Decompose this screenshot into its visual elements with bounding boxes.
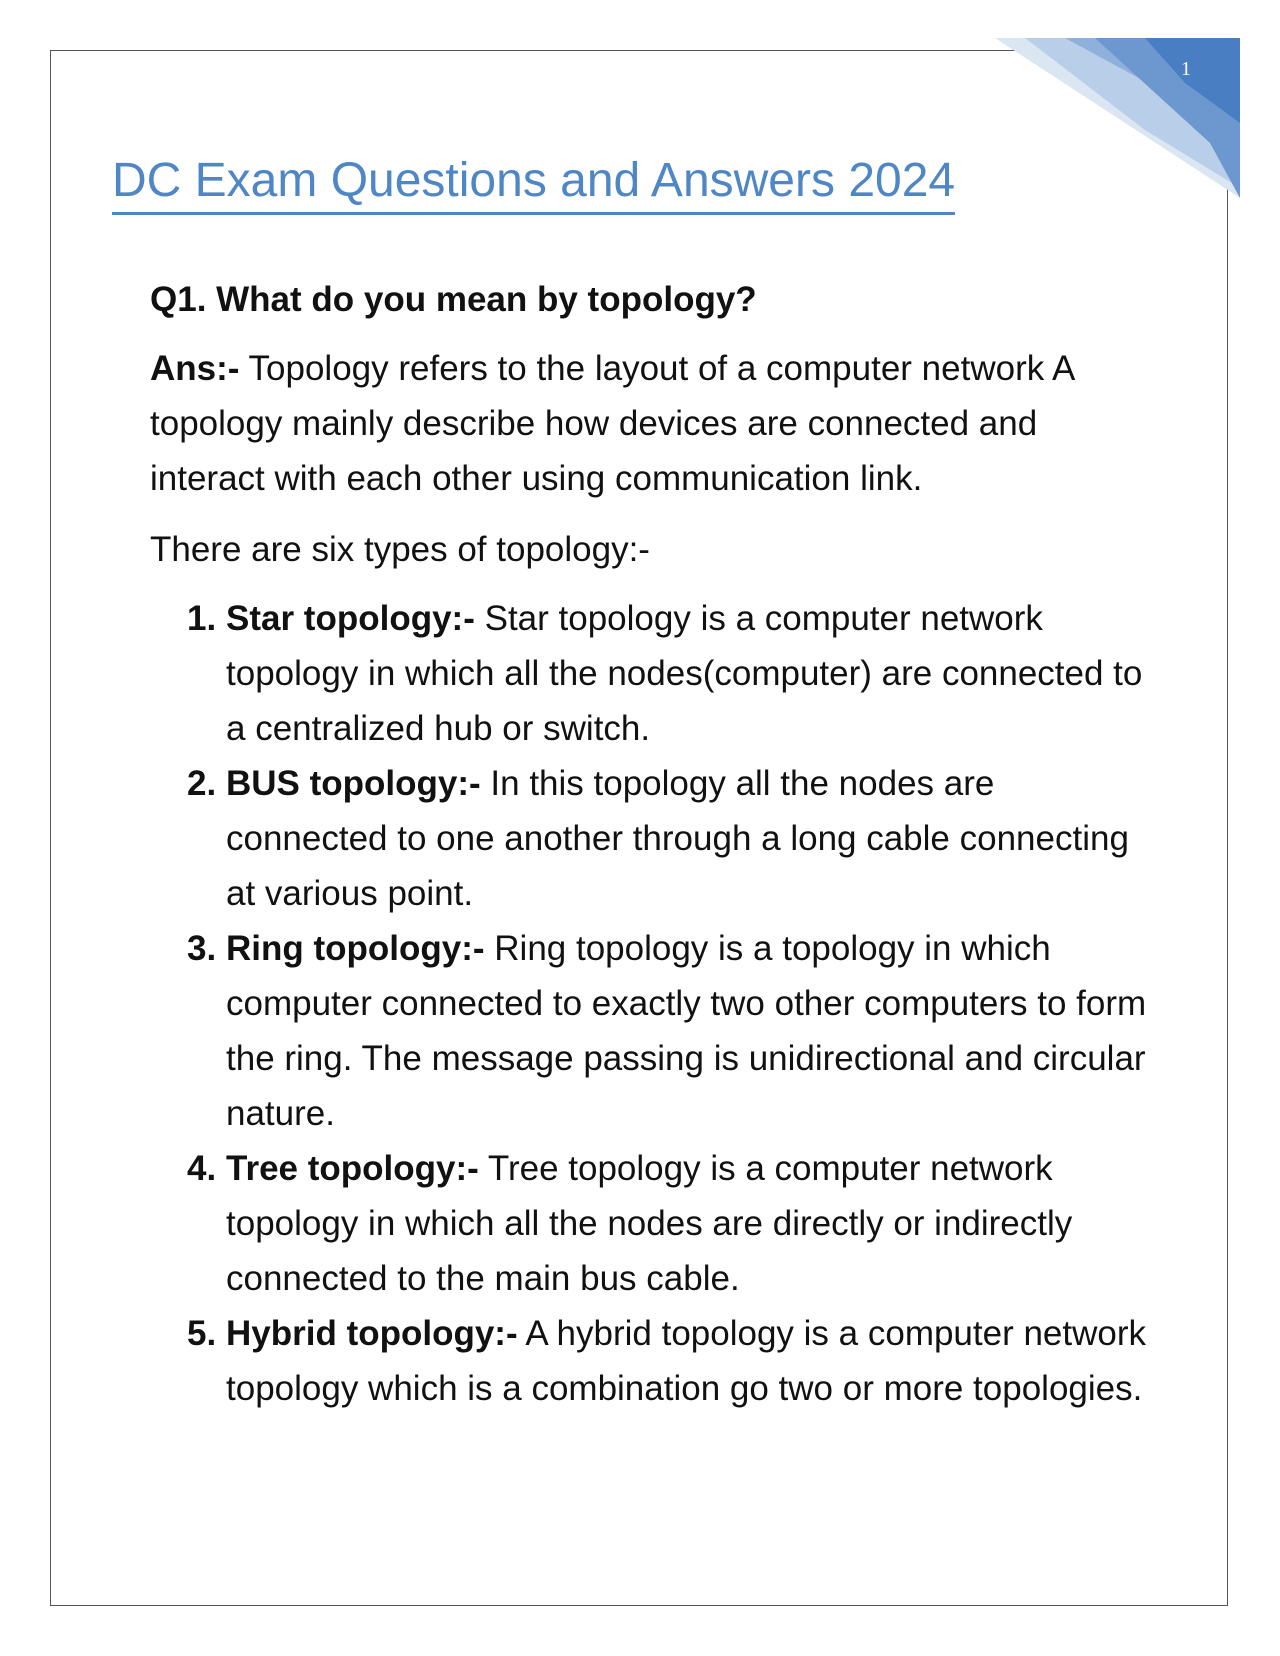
list-item-term: Ring topology:- bbox=[226, 929, 485, 968]
list-item-description: A hybrid topology is a computer network topology which is a combination go two or more topologies. bbox=[226, 1314, 1147, 1408]
list-item bbox=[150, 756, 1150, 921]
list-item-description: Ring topology is a topology in which computer connected to exactly two other computers to form the ring. The message passing is unidirectional and circular nature. bbox=[226, 929, 1147, 1133]
document-body bbox=[150, 272, 1150, 1416]
list-item-term: Tree topology:- bbox=[226, 1149, 479, 1188]
list-item bbox=[150, 921, 1150, 1141]
list-item-term: Hybrid topology:- bbox=[226, 1314, 518, 1353]
list-item bbox=[150, 1141, 1150, 1306]
corner-decoration bbox=[995, 38, 1240, 208]
list-item-number: 3. bbox=[187, 929, 217, 968]
list-item-description: Star topology is a computer network topology in which all the nodes(computer) are connected to a centralized hub or switch. bbox=[226, 599, 1143, 748]
list-item-number: 1. bbox=[187, 599, 217, 638]
answer-paragraph bbox=[150, 341, 1150, 506]
list-item-term: BUS topology:- bbox=[226, 764, 481, 803]
topology-types-list bbox=[150, 591, 1150, 1416]
list-item-number: 4. bbox=[187, 1149, 217, 1188]
list-item-term: Star topology:- bbox=[226, 599, 475, 638]
answer-text: Topology refers to the layout of a computer network A topology mainly describe how devices are connected and interact with each other using communication link. bbox=[150, 349, 1074, 498]
document-title: DC Exam Questions and Answers 2024 bbox=[112, 152, 955, 215]
list-item-number: 5. bbox=[187, 1314, 217, 1353]
list-item bbox=[150, 1306, 1150, 1416]
page-number: 1 bbox=[1181, 58, 1191, 80]
list-item-description: In this topology all the nodes are connected to one another through a long cable connecting at various point. bbox=[226, 764, 1129, 913]
list-item-description: Tree topology is a computer network topology in which all the nodes are directly or indirectly connected to the main bus cable. bbox=[226, 1149, 1073, 1298]
question-heading: Q1. What do you mean by topology? bbox=[150, 280, 757, 319]
list-item-number: 2. bbox=[187, 764, 217, 803]
types-intro: There are six types of topology:- bbox=[150, 530, 650, 569]
list-item bbox=[150, 591, 1150, 756]
answer-label: Ans:- bbox=[150, 349, 240, 388]
